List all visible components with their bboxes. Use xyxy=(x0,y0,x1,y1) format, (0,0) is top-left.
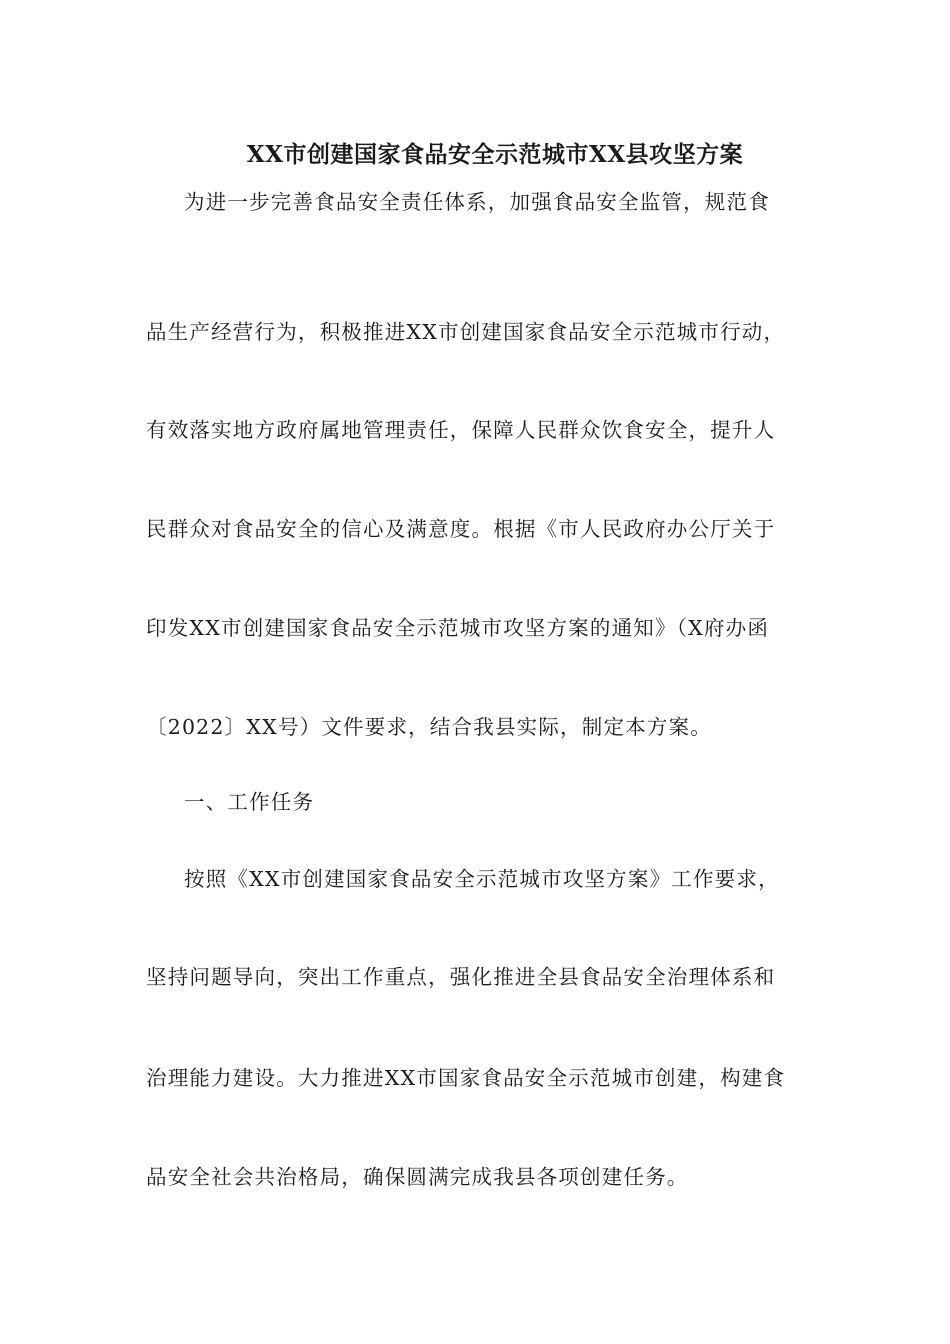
document-title: XX市创建国家食品安全示范城市XX县攻坚方案 xyxy=(246,141,744,168)
paragraph-1-line-4: 民群众对食品安全的信心及满意度。根据《市人民政府办公厅关于 xyxy=(146,517,776,541)
paragraph-2-line-4: 品安全社会共治格局，确保圆满完成我县各项创建任务。 xyxy=(146,1165,689,1189)
paragraph-1-line-1: 为进一步完善食品安全责任体系，加强食品安全监管，规范食 xyxy=(184,190,770,214)
paragraph-1-line-2: 品生产经营行为，积极推进XX市创建国家食品安全示范城市行动， xyxy=(146,320,786,344)
paragraph-1-line-6: 〔2022〕XX号）文件要求，结合我县实际，制定本方案。 xyxy=(146,715,712,739)
paragraph-2-line-3: 治理能力建设。大力推进XX市国家食品安全示范城市创建，构建食 xyxy=(146,1066,786,1090)
paragraph-2-line-2: 坚持问题导向，突出工作重点，强化推进全县食品安全治理体系和 xyxy=(146,965,776,989)
paragraph-1-line-5: 印发XX市创建国家食品安全示范城市攻坚方案的通知》（X府办函 xyxy=(146,616,770,640)
section-1-heading: 一、工作任务 xyxy=(184,790,315,814)
paragraph-1-line-3: 有效落实地方政府属地管理责任，保障人民群众饮食安全，提升人 xyxy=(146,418,776,442)
paragraph-2-line-1: 按照《XX市创建国家食品安全示范城市攻坚方案》工作要求， xyxy=(184,867,780,891)
